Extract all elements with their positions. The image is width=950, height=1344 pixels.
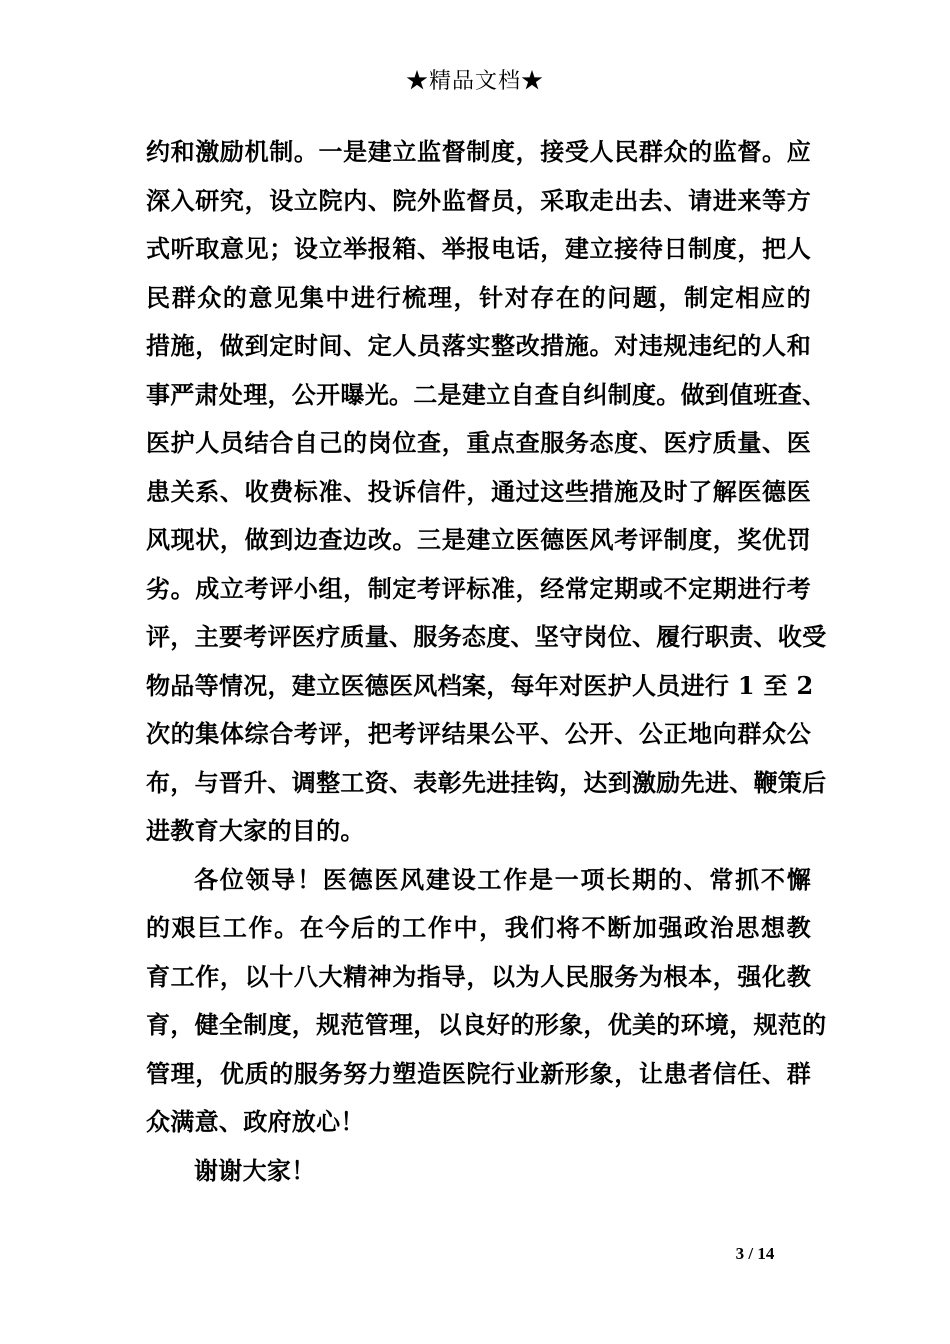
text-line: 约和激励机制。一是建立监督制度，接受人民群众的监督。应 (146, 137, 811, 166)
text-line: 进教育大家的目的。 (146, 816, 365, 845)
text-line: 劣。成立考评小组，制定考评标准，经常定期或不定期进行考 (146, 573, 811, 603)
text-line: 患关系、收费标准、投诉信件，通过这些措施及时了解医德医 (146, 476, 811, 506)
text-line: 措施，做到定时间、定人员落实整改措施。对违规违纪的人和 (146, 331, 811, 360)
text-line: 育，健全制度，规范管理，以良好的形象，优美的环境，规范的 (146, 1010, 827, 1039)
text-line: 育工作，以十八大精神为指导，以为人民服务为根本，强化教 (146, 961, 811, 991)
page-number: 3 / 14 (735, 1244, 775, 1263)
text-line: 次的集体综合考评，把考评结果公平、公开、公正地向群众公 (146, 719, 811, 748)
text-line: 管理，优质的服务努力塑造医院行业新形象，让患者信任、群 (146, 1058, 811, 1088)
paragraph-start-line: 各位领导！医德医风建设工作是一项长期的、常抓不懈 (194, 864, 811, 894)
text-line: 众满意、政府放心！ (146, 1107, 365, 1136)
text-line: 的艰巨工作。在今后的工作中，我们将不断加强政治思想教 (146, 913, 811, 942)
text-line: 深入研究，设立院内、院外监督员，采取走出去、请进来等方 (146, 185, 811, 215)
text-line: 风现状，做到边查边改。三是建立医德医风考评制度，奖优罚 (146, 525, 811, 554)
text-line: 民群众的意见集中进行梳理，针对存在的问题，制定相应的 (146, 282, 811, 312)
text-line: 布，与晋升、调整工资、表彰先进挂钩，达到激励先进、鞭策后 (146, 767, 827, 797)
document-body (146, 128, 827, 1195)
document-header: ★精品文档★ (405, 69, 544, 94)
text-line: 式听取意见；设立举报箱、举报电话，建立接待日制度，把人 (146, 234, 811, 263)
text-line: 事严肃处理，公开曝光。二是建立自查自纠制度。做到值班查、 (146, 379, 827, 409)
closing-line: 谢谢大家！ (194, 1155, 316, 1185)
text-line: 医护人员结合自己的岗位查，重点查服务态度、医疗质量、医 (146, 428, 811, 457)
text-line: 物品等情况，建立医德医风档案，每年对医护人员进行 1 至 2 (146, 670, 814, 700)
text-line: 评，主要考评医疗质量、服务态度、坚守岗位、履行职责、收受 (146, 622, 827, 651)
